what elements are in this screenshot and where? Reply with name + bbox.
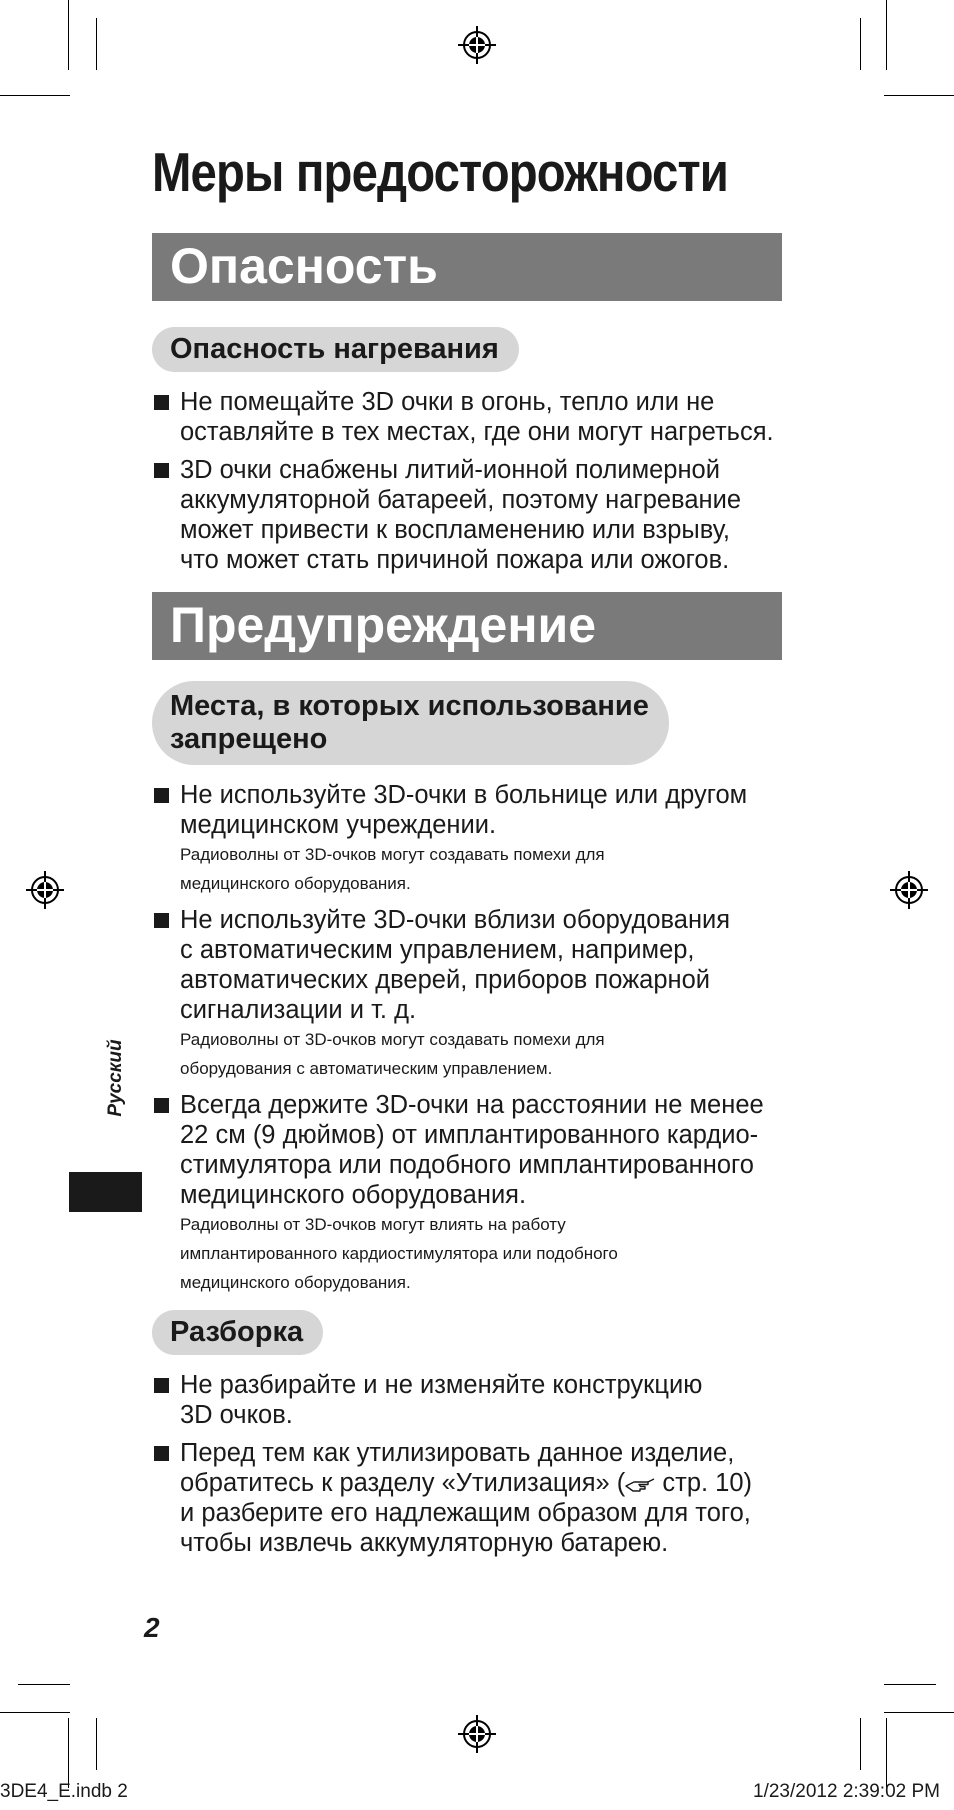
pointing-hand-reference-icon xyxy=(625,1477,655,1493)
list-item xyxy=(152,1370,792,1430)
item-text-fragment: стр. 10) xyxy=(655,1469,753,1497)
language-tab-label: Русский xyxy=(105,1039,126,1117)
item-text-line: аккумуляторной батареей, поэтому нагревание xyxy=(180,486,742,514)
list-item xyxy=(152,455,792,575)
subsection-heading-disassembly: Разборка xyxy=(152,1310,323,1355)
list-item xyxy=(152,780,792,898)
item-text-line: Не используйте 3D-очки в больнице или другом xyxy=(180,781,748,809)
item-text-line: автоматических дверей, приборов пожарной xyxy=(180,966,711,994)
item-text-line: может привести к воспламенению или взрыву, xyxy=(180,516,731,544)
item-text-line: медицинском учреждении. xyxy=(180,811,497,839)
bullet-square-icon xyxy=(154,395,169,410)
item-note-line: Радиоволны от 3D-очков могут создавать помехи для xyxy=(180,1030,605,1049)
item-text-line xyxy=(180,1468,792,1498)
item-note-line: медицинского оборудования. xyxy=(180,874,411,893)
language-tab-marker xyxy=(69,1172,142,1212)
list-item xyxy=(152,905,792,1083)
bullet-square-icon xyxy=(154,1446,169,1461)
list-item xyxy=(152,1438,792,1558)
item-text-line: Перед тем как утилизировать данное изделие, xyxy=(180,1439,735,1467)
item-note-line: имплантированного кардиостимулятора или подобного xyxy=(180,1244,618,1263)
list-item xyxy=(152,387,792,447)
subsection-heading-heating: Опасность нагревания xyxy=(152,327,519,372)
item-text-line: с автоматическим управлением, например, xyxy=(180,936,695,964)
section-heading-label: Предупреждение xyxy=(170,597,597,653)
item-text-line: оставляйте в тех местах, где они могут нагреться. xyxy=(180,418,774,446)
subsection-heading-line: Места, в которых использование xyxy=(170,690,649,722)
item-note-line: Радиоволны от 3D-очков могут влиять на работу xyxy=(180,1215,566,1234)
item-text-line: медицинского оборудования. xyxy=(180,1181,527,1209)
item-text-line: Всегда держите 3D-очки на расстоянии не менее xyxy=(180,1091,764,1119)
item-text-fragment: обратитесь к разделу «Утилизация» ( xyxy=(180,1469,626,1497)
bullet-square-icon xyxy=(154,913,169,928)
subsection-heading-prohibited-places xyxy=(152,681,669,765)
page-title: Меры предосторожности xyxy=(152,141,728,203)
section-heading-warning xyxy=(152,592,782,660)
list-item xyxy=(152,1090,792,1297)
item-text-line: 3D очки снабжены литий-ионной полимерной xyxy=(180,456,720,484)
bullet-square-icon xyxy=(154,463,169,478)
bullet-square-icon xyxy=(154,788,169,803)
item-text-line: Не используйте 3D-очки вблизи оборудования xyxy=(180,906,731,934)
item-note-line: медицинского оборудования. xyxy=(180,1273,411,1292)
item-text-line: сигнализации и т. д. xyxy=(180,996,417,1024)
item-text-line: Не помещайте 3D очки в огонь, тепло или не xyxy=(180,388,715,416)
registration-mark-icon xyxy=(457,25,497,65)
item-text-line: 22 см (9 дюймов) от имплантированного кардио- xyxy=(180,1121,759,1149)
bullet-square-icon xyxy=(154,1098,169,1113)
registration-mark-icon xyxy=(25,870,65,910)
item-text-line: Не разбирайте и не изменяйте конструкцию xyxy=(180,1371,703,1399)
subsection-heading-line: запрещено xyxy=(170,723,328,755)
page-number: 2 xyxy=(144,1612,160,1643)
item-note-line: Радиоволны от 3D-очков могут создавать помехи для xyxy=(180,845,605,864)
print-slug-filename: 3DE4_E.indb 2 xyxy=(0,1781,128,1802)
print-slug-timestamp: 1/23/2012 2:39:02 PM xyxy=(753,1781,940,1802)
bullet-square-icon xyxy=(154,1378,169,1393)
item-text-line: стимулятора или подобного имплантированного xyxy=(180,1151,754,1179)
registration-mark-icon xyxy=(889,870,929,910)
registration-mark-icon xyxy=(457,1714,497,1754)
item-text-line: что может стать причиной пожара или ожогов. xyxy=(180,546,730,574)
item-text-line: чтобы извлечь аккумуляторную батарею. xyxy=(180,1529,669,1557)
item-note-line: оборудования с автоматическим управлением. xyxy=(180,1059,553,1078)
item-text-line: и разберите его надлежащим образом для того, xyxy=(180,1499,751,1527)
section-heading-danger xyxy=(152,233,782,301)
item-text-line: 3D очков. xyxy=(180,1401,293,1429)
section-heading-label: Опасность xyxy=(170,238,438,294)
